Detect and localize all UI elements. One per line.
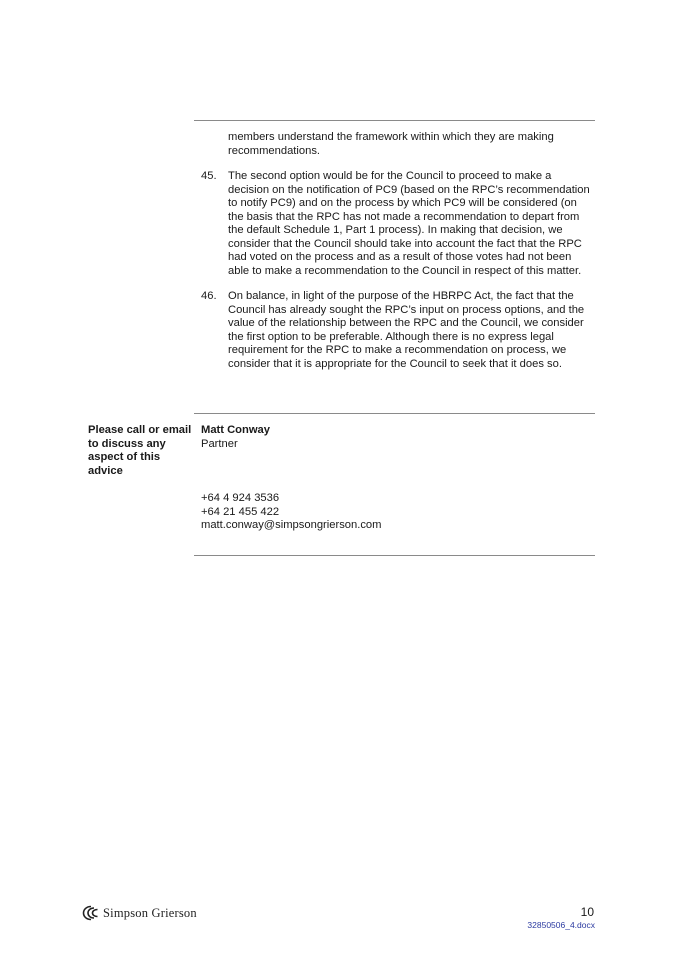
spacer bbox=[201, 451, 591, 492]
top-rule bbox=[194, 120, 595, 121]
footer-logo bbox=[82, 905, 197, 921]
middle-rule bbox=[194, 413, 595, 414]
brand-name: Simpson Grierson bbox=[103, 905, 197, 920]
paragraph-number: 46. bbox=[201, 290, 217, 302]
paragraph-number: 45. bbox=[201, 170, 217, 182]
document-body bbox=[194, 131, 595, 383]
continuation-paragraph bbox=[194, 131, 595, 158]
page-number: 10 bbox=[580, 905, 594, 919]
continuation-text: members understand the framework within which they are making recommendations. bbox=[228, 131, 554, 157]
contact-name: Matt Conway bbox=[201, 424, 270, 436]
paragraph-text: The second option would be for the Council to proceed to make a decision on the notification of PC9 (based on the RPC’s recommendation to notify PC9) and on the process by which PC9 will be considered (on the basis that the RPC has not made a recommendation to depart from the default Schedule 1, Part 1 process). In making that decision, we consider that the Council should take into account the fact that the RPC had voted on the process and as a result of those votes had not been able to make a recommendation to the Council in respect of this matter. bbox=[228, 170, 590, 277]
paragraph-46 bbox=[194, 290, 595, 371]
contact-title: Partner bbox=[201, 437, 238, 450]
contact-phone-1: +64 4 924 3536 bbox=[201, 492, 280, 504]
contact-phone-2: +64 21 455 422 bbox=[201, 505, 280, 518]
bottom-rule bbox=[194, 555, 595, 556]
contact-block bbox=[201, 424, 591, 533]
paragraph-45 bbox=[194, 170, 595, 278]
contact-email[interactable]: matt.conway@simpsongrierson.com bbox=[201, 519, 382, 531]
document-reference: 32850506_4.docx bbox=[527, 920, 595, 930]
paragraph-text: On balance, in light of the purpose of the HBRPC Act, the fact that the Council has already sought the RPC’s input on process options, and the value of the relationship between the RPC and the Council, we consider the first option to be preferable. Although there is no express legal requirement for the RPC to make a recommendation on process, we consider that it is appropriate for the Council to seek that it does so. bbox=[228, 290, 585, 370]
simpson-grierson-logo-icon bbox=[82, 905, 100, 921]
contact-label: Please call or email to discuss any aspect of this advice bbox=[88, 424, 192, 477]
